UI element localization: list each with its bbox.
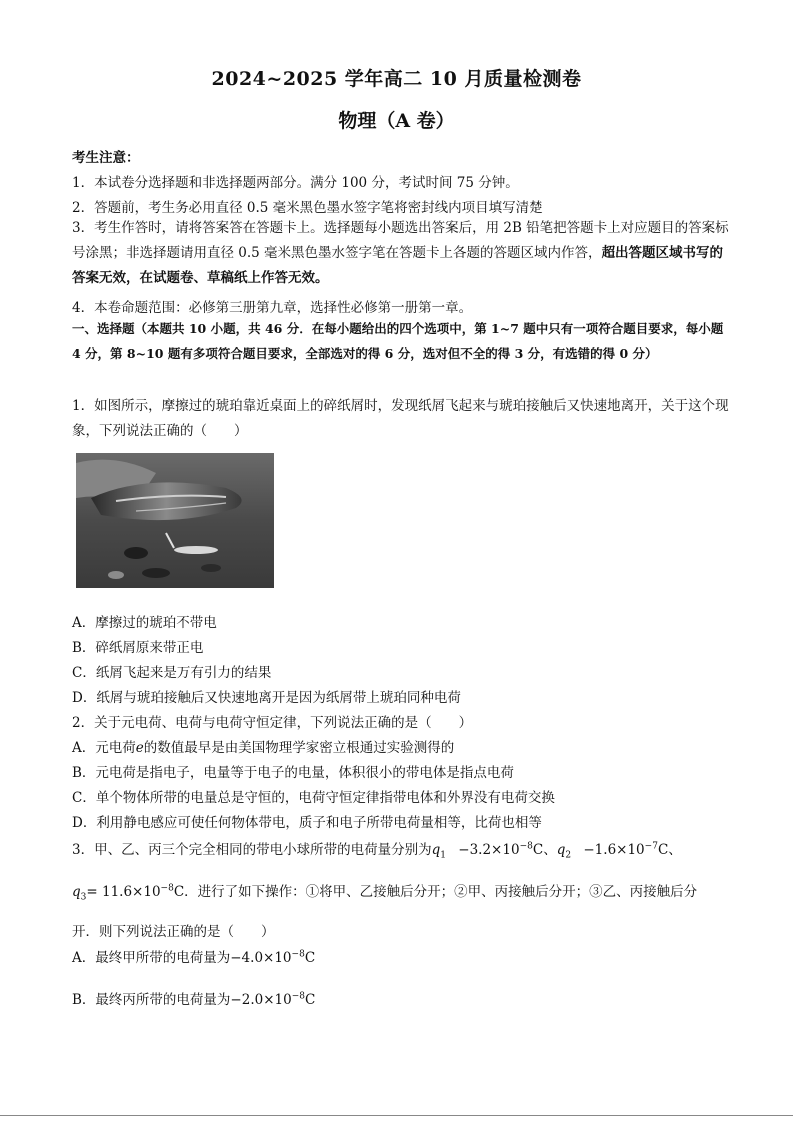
q3-charge-3-exp: −8 <box>160 883 174 894</box>
q3-sep-1: 、 <box>543 842 557 858</box>
question-3-stem-line2 <box>72 880 698 903</box>
q3-charge-1-exp: −8 <box>519 841 533 852</box>
q3-option-a-pre: A．最终甲所带的电荷量为 <box>72 950 231 966</box>
notice-item-3 <box>72 216 732 291</box>
q2-option-a-pre: A．元电荷 <box>72 740 136 756</box>
q3-option-b-value: −2.0×10 <box>230 992 292 1008</box>
q3-option-b-exp: −8 <box>291 991 305 1002</box>
section-1-heading: 一、选择题（本题共 10 小题，共 46 分．在每小题给出的四个选项中，第 1~7 题中只有一项符合题目要求，每小题 4 分，第 8~10 题有多项符合题目要求，全部选对的得 6 分，选对但不全的得 3 分，有选错的得 0 分） <box>72 321 724 361</box>
notice-item-1: 1．本试卷分选择题和非选择题两部分。满分 100 分，考试时间 75 分钟。 <box>72 175 519 191</box>
q3-charge-3-symbol: q <box>72 884 81 900</box>
notice-item-3-text: 3．考生作答时，请将答案答在答题卡上。选择题每小题选出答案后，用 2B 铅笔把答题卡上对应题目的答案标号涂黑；非选择题请用直径 0.5 毫米黑色墨水签字笔在答题卡上各题的答题区域内作答， <box>72 220 729 261</box>
q3-option-a-value: −4.0×10 <box>230 950 292 966</box>
q1-option-d: D．纸屑与琥珀接触后又快速地离开是因为纸屑带上琥珀同种电荷 <box>72 690 461 706</box>
q3-stem-mid: ．进行了如下操作：①将甲、乙接触后分开；②甲、丙接触后分开；③乙、丙接触后分 <box>184 884 698 900</box>
q3-charge-3-unit: C <box>173 884 185 900</box>
amber-photo <box>76 453 274 588</box>
q1-option-c: C．纸屑飞起来是万有引力的结果 <box>72 665 272 681</box>
q2-option-b: B．元电荷是指电子，电量等于电子的电量，体积很小的带电体是指点电荷 <box>72 765 514 781</box>
q2-option-a-post: 的数值最早是由美国物理学家密立根通过实验测得的 <box>143 740 455 756</box>
notice-heading: 考生注意： <box>72 150 140 166</box>
q3-option-b-unit: C <box>304 992 316 1008</box>
q1-option-a: A．摩擦过的琥珀不带电 <box>72 615 217 631</box>
q3-stem-pre: 3．甲、乙、丙三个完全相同的带电小球所带的电荷量分别为 <box>72 842 432 858</box>
q3-option-a-unit: C <box>304 950 316 966</box>
q3-charge-2-exp: −7 <box>644 841 658 852</box>
exam-subtitle: 物理（A 卷） <box>338 110 455 132</box>
q3-sep-2: 、 <box>668 842 682 858</box>
q3-option-a-exp: −8 <box>291 949 305 960</box>
q1-option-b: B．碎纸屑原来带正电 <box>72 640 204 656</box>
q2-option-c: C．单个物体所带的电量总是守恒的，电荷守恒定律指带电体和外界没有电荷交换 <box>72 790 555 806</box>
q3-option-a <box>72 946 315 966</box>
question-3-stem-line3: 开．则下列说法正确的是（ ） <box>72 924 275 940</box>
q2-option-d: D．利用静电感应可使任何物体带电，质子和电子所带电荷量相等，比荷也相等 <box>72 815 542 831</box>
q3-charge-2-value: −1.6×10 <box>583 842 645 858</box>
amber-photo-image <box>76 453 274 588</box>
q3-charge-2-symbol: q <box>556 842 566 858</box>
q3-option-b-pre: B．最终丙所带的电荷量为 <box>72 992 231 1008</box>
q3-charge-3-sub: 3 <box>80 892 87 903</box>
q3-charge-1-unit: C <box>532 842 544 858</box>
q3-charge-1-symbol: q <box>431 842 441 858</box>
notice-item-3-emphasis: 超出答题区域书写的答案无效，在试题卷、草稿纸上作答无效。 <box>72 245 724 286</box>
q3-charge-3-value: = 11.6×10 <box>86 884 161 900</box>
page-bottom-rule <box>0 1115 793 1116</box>
q3-charge-2-sub: 2 <box>565 850 572 861</box>
q3-option-b <box>72 988 315 1008</box>
exam-title: 2024~2025 学年高二 10 月质量检测卷 <box>211 68 582 90</box>
q3-charge-1-value: −3.2×10 <box>458 842 520 858</box>
question-2-stem: 2．关于元电荷、电荷与电荷守恒定律，下列说法正确的是（ ） <box>72 715 473 731</box>
q3-charge-1-sub: 1 <box>440 850 446 861</box>
notice-item-2: 2．答题前，考生务必用直径 0.5 毫米黑色墨水签字笔将密封线内项目填写清楚 <box>72 200 543 216</box>
q2-option-a <box>72 736 454 756</box>
notice-item-4: 4．本卷命题范围：必修第三册第九章，选择性必修第一册第一章。 <box>72 300 473 316</box>
question-1-stem: 1．如图所示，摩擦过的琥珀靠近桌面上的碎纸屑时，发现纸屑飞起来与琥珀接触后又快速地离开，关于这个现象，下列说法正确的（ ） <box>72 398 729 439</box>
question-3-stem-line1 <box>72 838 682 861</box>
q3-charge-2-unit: C <box>657 842 669 858</box>
q2-option-a-symbol: e <box>135 740 144 756</box>
